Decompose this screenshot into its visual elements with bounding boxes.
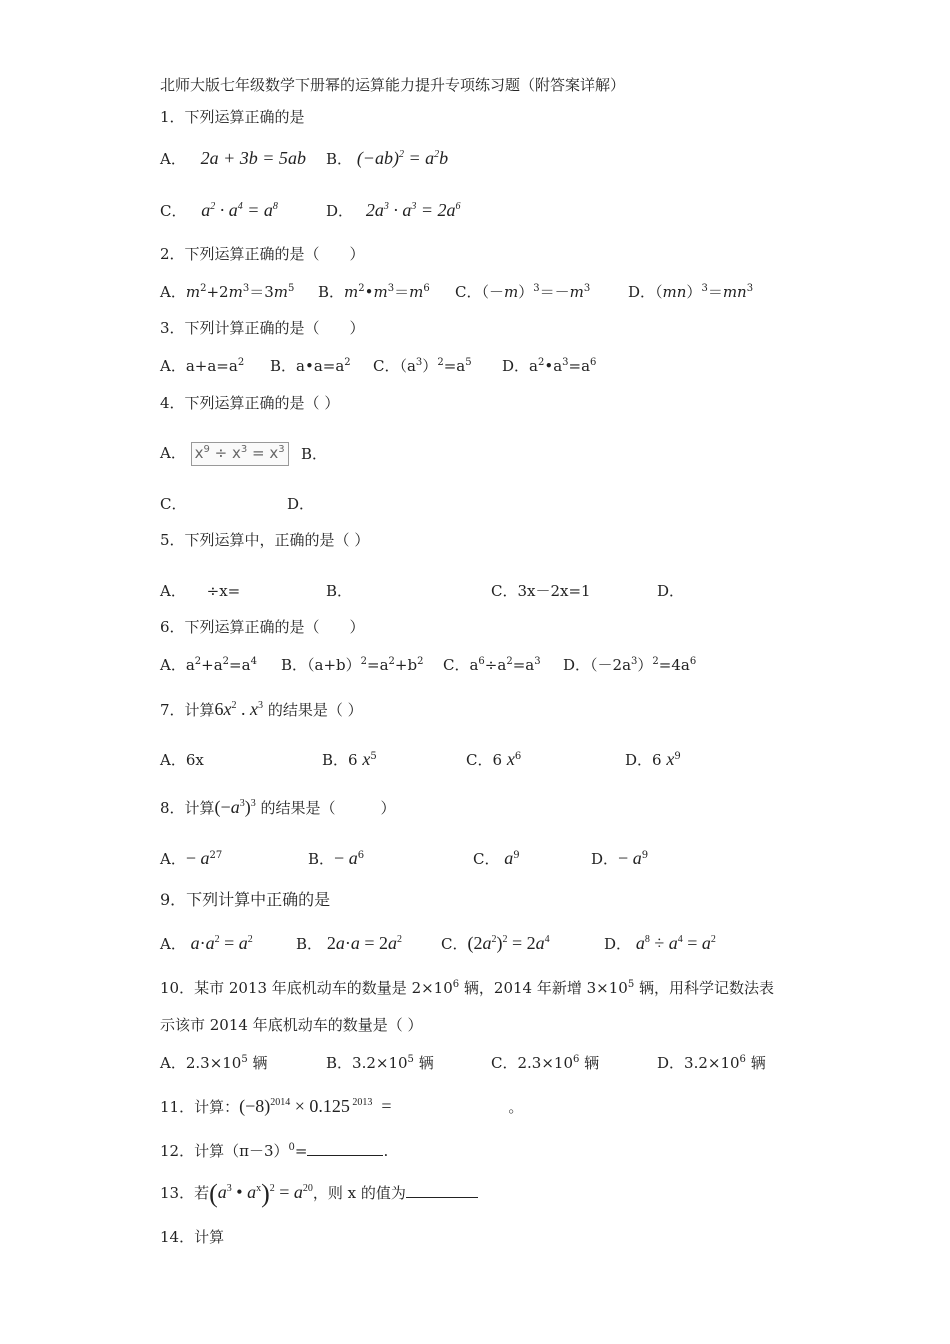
question-6-option-d: D．$(-2a^3)^2=4a^6$ <box>563 656 697 674</box>
question-6-option-b: B．$(a+b)^2=a^2+b^2$ <box>281 656 424 674</box>
question-8-stem <box>160 797 396 818</box>
stem-formula: $(-a^3)^3$ <box>214 797 256 817</box>
question-9-option-d: D． $a^8 \div a^4 = a^2$ <box>604 933 716 953</box>
question-8-option-c: C． $a^9$ <box>473 848 520 868</box>
option-label: B． <box>326 150 353 168</box>
question-10-option-d: D．$3.2\times 10^6$ 辆 <box>657 1054 766 1072</box>
option-label: D． <box>326 202 354 220</box>
stem-text: 7．计算 <box>160 701 215 719</box>
question-12: 12．计算$(\pi-3)^0=$ . <box>160 1142 389 1160</box>
question-9-option-b: B． $2a\cdot a = 2a^2$ <box>296 933 402 953</box>
document-title: 北师大版七年级数学下册幂的运算能力提升专项练习题（附答案详解） <box>160 76 626 94</box>
option-label: C． <box>160 202 187 220</box>
stem-formula: $6x^2$ . $x^3$ <box>214 699 264 719</box>
question-8-option-d: D．− $a^9$ <box>591 848 649 868</box>
question-7-option-b: B．6 $x^5$ <box>322 749 377 769</box>
question-4-option-c: C． <box>160 495 187 513</box>
question-2-option-c: C．$(-m)^3=-m^3$ <box>455 283 591 301</box>
option-label: C．6 <box>466 751 503 769</box>
question-6-option-a: A．$a^2+a^2=a^4$ <box>160 656 257 674</box>
question-5-option-b: B． <box>326 582 353 600</box>
question-10-stem-line-1: 10．某市 2013 年底机动车的数量是 $2\times 10^6$ 辆，2014 年新增 $3\times 10^5$ 辆，用科学记数法表 <box>160 979 774 997</box>
option-a-formula: 2a + 3b = 5ab <box>200 148 306 168</box>
question-8-option-b: B．− $a^6$ <box>308 848 365 868</box>
question-2-option-d: D．$(mn)^3=mn^3$ <box>628 283 754 301</box>
question-3-option-a: A．$a+a=a^2$ <box>160 357 245 375</box>
question-10-option-a: A．$2.3\times 10^5$ 辆 <box>160 1054 268 1072</box>
question-2-stem: 2．下列运算正确的是（ ） <box>160 245 365 263</box>
question-1-option-d <box>326 200 460 221</box>
question-5-option-a <box>160 581 240 601</box>
question-5-stem: 5．下列运算中，正确的是（ ） <box>160 531 370 549</box>
answer-blank[interactable] <box>307 1141 383 1156</box>
question-3-option-c: C．$(a^3)^2=a^5$ <box>373 357 472 375</box>
question-13 <box>160 1178 478 1208</box>
end-punct: . <box>383 1142 389 1160</box>
option-label: A． <box>160 150 186 168</box>
end-punct: 。 <box>508 1098 524 1116</box>
question-11 <box>160 1096 523 1117</box>
option-label: D．6 <box>625 751 662 769</box>
stem-formula: ($a^3$ • $a^x)^2 = a^{20}$ <box>209 1178 313 1208</box>
option-label: D． <box>591 850 619 868</box>
question-14-stem: 14．计算 <box>160 1228 225 1246</box>
option-a-text: ÷x= <box>206 582 241 600</box>
option-label: D． <box>604 935 632 953</box>
question-5-option-d: D． <box>657 582 685 600</box>
option-d-formula: $2a^3 \cdot a^3 = 2a^6$ <box>365 200 461 220</box>
stem-text: ，则 x 的值为 <box>312 1184 406 1202</box>
stem-text: 的结果是（ ） <box>267 701 363 719</box>
option-label: B． <box>308 850 335 868</box>
question-7-option-a: A．6x <box>160 751 204 769</box>
question-9-option-c: C．$(2a^2)^2 = 2a^4$ <box>441 933 550 953</box>
option-label: B． <box>296 935 323 953</box>
question-2-option-b: B．$m^2•m^3=m^6$ <box>318 283 430 301</box>
option-label: A． <box>160 582 186 600</box>
question-2-option-a: A．$m^2+2m^3=3m^5$ <box>160 283 295 301</box>
option-label: C． <box>441 935 468 953</box>
question-6-option-c: C．$a^6\div a^2=a^3$ <box>443 656 541 674</box>
answer-blank[interactable] <box>406 1183 478 1198</box>
option-b-formula: $(-ab)^2 = a^2b$ <box>356 148 449 168</box>
option-label: A． <box>160 444 186 462</box>
question-7-option-d: D．6 $x^9$ <box>625 749 681 769</box>
formula-image: $x^9 \div x^3 = x^3$ <box>191 442 289 466</box>
question-1-stem: 1．下列运算正确的是 <box>160 108 305 126</box>
question-7-option-c: C．6 $x^6$ <box>466 749 522 769</box>
stem-text: 13．若 <box>160 1184 210 1202</box>
question-4-stem: 4．下列运算正确的是（ ） <box>160 394 340 412</box>
question-1-option-c <box>160 200 278 221</box>
question-6-stem: 6．下列运算正确的是（ ） <box>160 618 365 636</box>
option-label: B．6 <box>322 751 358 769</box>
question-8-option-a: A．− $a^{27}$ <box>160 848 223 868</box>
question-1-option-b <box>326 148 448 169</box>
question-9-stem: 9．下列计算中正确的是 <box>160 890 331 909</box>
question-5-option-c: C．3x－2x=1 <box>491 582 591 600</box>
stem-text: 8．计算 <box>160 799 215 817</box>
option-label: A． <box>160 850 186 868</box>
question-4-option-d: D． <box>287 495 315 513</box>
question-3-stem: 3．下列计算正确的是（ ） <box>160 319 365 337</box>
question-3-option-b: B．$a•a=a^2$ <box>270 357 351 375</box>
question-1-option-a <box>160 148 306 169</box>
question-7-stem <box>160 699 363 720</box>
question-4-option-a <box>160 442 289 466</box>
question-10-option-c: C．$2.3\times 10^6$ 辆 <box>491 1054 600 1072</box>
option-c-formula: $a^2 \cdot a^4 = a^8$ <box>201 200 278 220</box>
stem-text: 的结果是（ ） <box>260 799 396 817</box>
question-3-option-d: D．$a^2•a^3=a^6$ <box>502 357 597 375</box>
stem-text: 11．计算： <box>160 1098 240 1116</box>
question-9-option-a: A． $a\cdot a^2 = a^2$ <box>160 933 253 953</box>
question-10-option-b: B．$3.2\times 10^5$ 辆 <box>326 1054 434 1072</box>
stem-formula: $(-8)^{2014} \times 0.125$ $^{2013}$ = <box>239 1096 392 1116</box>
option-label: C． <box>473 850 500 868</box>
question-10-stem-line-2: 示该市 2014 年底机动车的数量是（ ） <box>160 1016 423 1034</box>
question-4-option-b: B． <box>301 445 328 463</box>
option-label: A． <box>160 935 186 953</box>
